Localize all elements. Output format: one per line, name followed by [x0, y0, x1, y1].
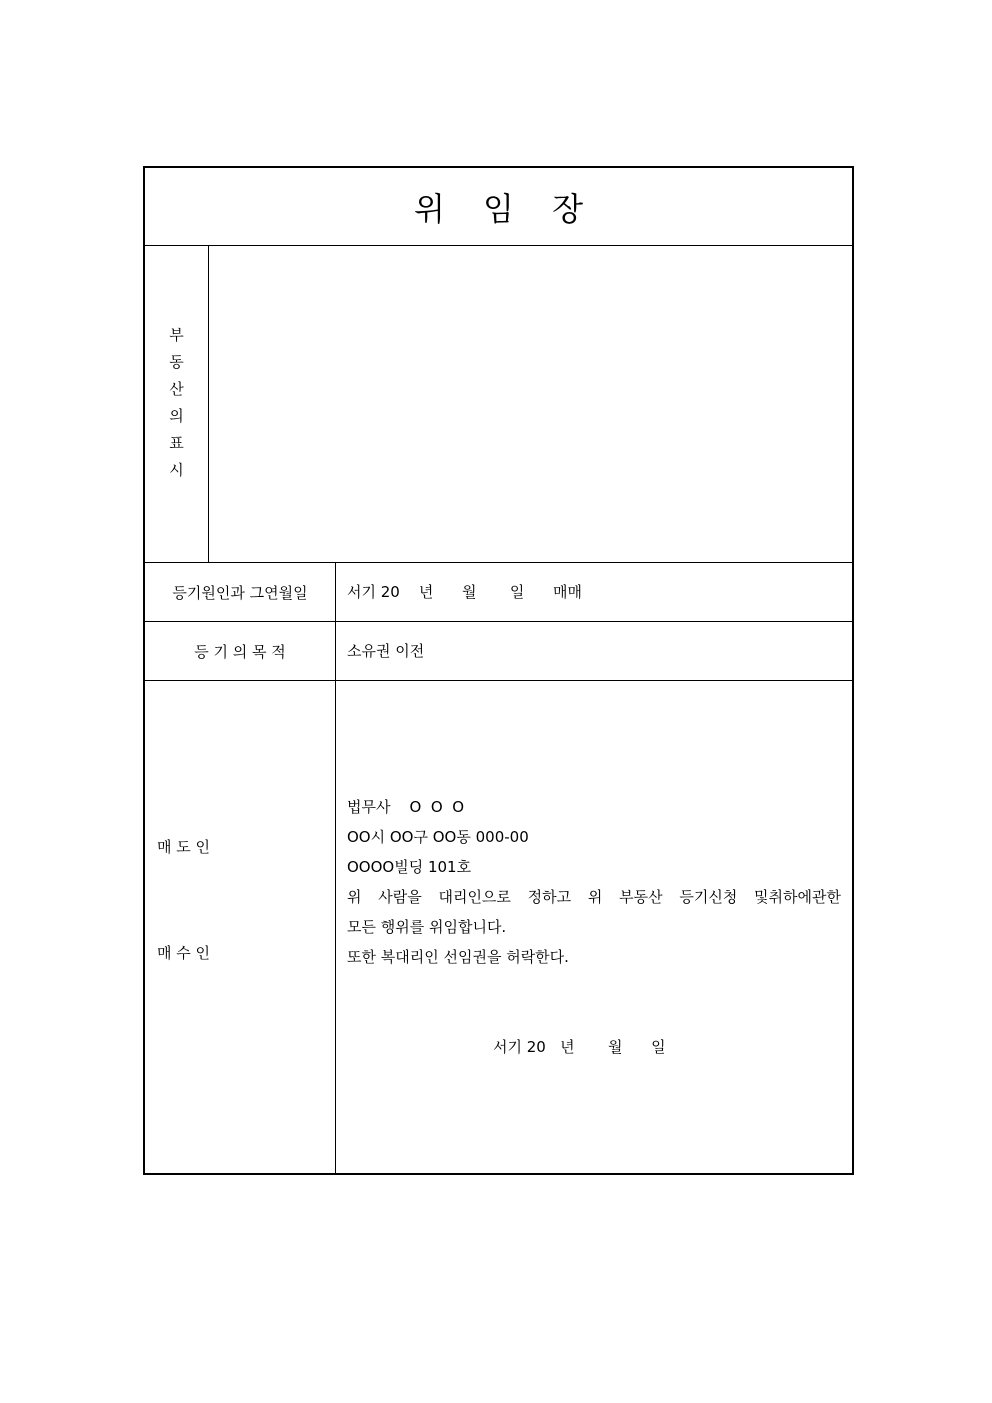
registration-cause-row	[145, 563, 852, 622]
agent-line: 법무사 O O O	[347, 798, 465, 816]
registration-purpose-cell	[336, 622, 852, 680]
power-of-attorney-form	[143, 166, 854, 1175]
property-label-char: 의	[169, 407, 184, 425]
parties-label-cell	[145, 681, 336, 1173]
property-label-char: 동	[169, 353, 184, 371]
property-label-char: 산	[169, 380, 184, 398]
property-label-char: 부	[169, 326, 184, 344]
document-title: 위 임 장	[413, 189, 598, 228]
signature-date-line: 서기 20 년 월 일	[493, 1038, 666, 1056]
property-label-char: 표	[169, 434, 184, 452]
delegation-line-1: 위 사람을 대리인으로 정하고 위 부동산 등기신청 및취하에관한	[347, 888, 841, 906]
address-line-1: OO시 OO구 OO동 000-00	[347, 828, 529, 846]
property-description-content	[209, 246, 852, 562]
property-description-label	[145, 246, 209, 562]
property-description-row	[145, 246, 852, 563]
title-row	[145, 168, 852, 246]
parties-row	[145, 681, 852, 1173]
registration-purpose-label: 등 기 의 목 적	[145, 622, 336, 680]
seller-label: 매 도 인	[157, 838, 211, 856]
registration-purpose-value: 소유권 이전	[347, 642, 425, 660]
address-line-2: OOOO빌딩 101호	[347, 858, 472, 876]
registration-purpose-row	[145, 622, 852, 681]
delegation-line-3: 또한 복대리인 선임권을 허락한다.	[347, 948, 569, 966]
registration-cause-label: 등기원인과 그연월일	[145, 563, 336, 621]
parties-content-cell	[336, 681, 852, 1173]
buyer-label: 매 수 인	[157, 944, 211, 962]
delegation-line-2: 모든 행위를 위임합니다.	[347, 918, 507, 936]
registration-cause-value: 서기 20 년 월 일 매매	[347, 583, 582, 601]
registration-cause-cell	[336, 563, 852, 621]
property-label-char: 시	[169, 461, 184, 479]
